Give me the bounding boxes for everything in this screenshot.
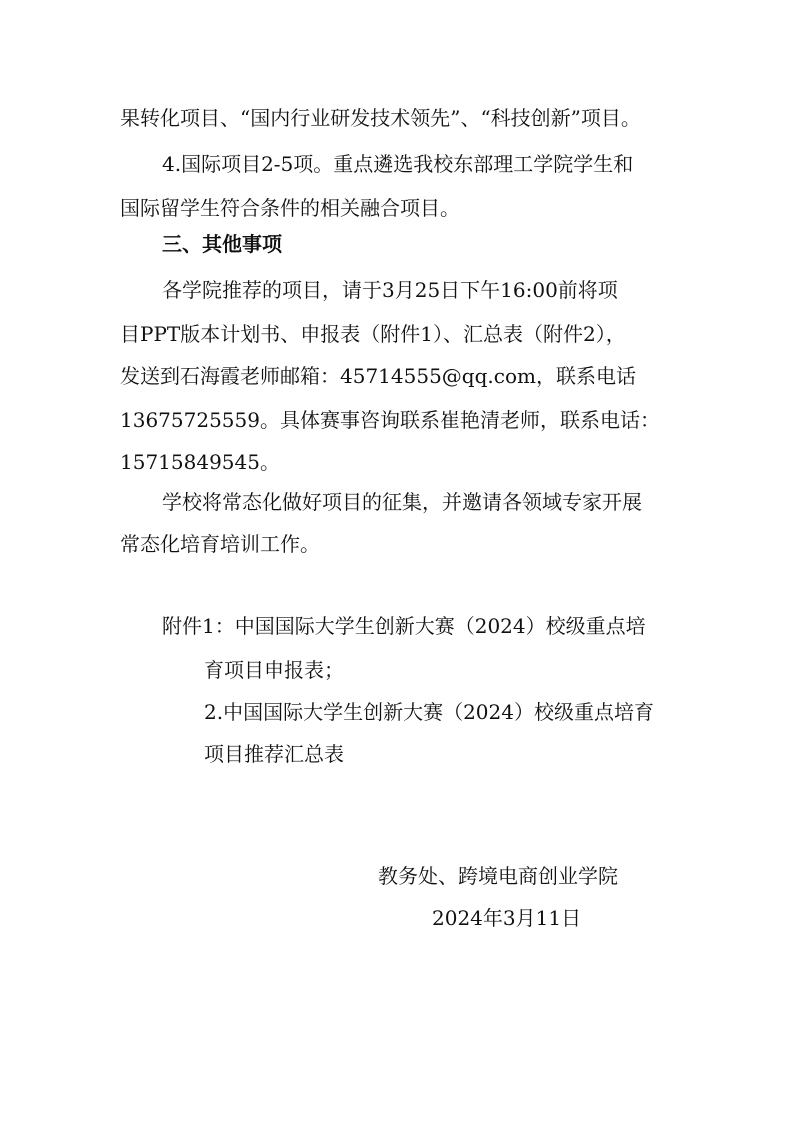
attachment-line-2-cont: 项目推荐汇总表 — [204, 742, 344, 766]
body-line-3: 国际留学生符合条件的相关融合项目。 — [120, 196, 460, 220]
body-line-6: 目PPT版本计划书、申报表（附件1）、汇总表（附件2）， — [120, 322, 626, 346]
body-line-11: 常态化培育培训工作。 — [120, 532, 320, 556]
attachment-line-2: 2.中国国际大学生创新大赛（2024）校级重点培育 — [204, 700, 654, 724]
body-line-2: 4.国际项目2-5项。重点遴选我校东部理工学院学生和 — [162, 152, 634, 176]
body-line-1: 果转化项目、“国内行业研发技术领先”、“科技创新”项目。 — [120, 106, 641, 130]
attachment-line-1: 附件1：中国国际大学生创新大赛（2024）校级重点培 — [162, 614, 646, 638]
body-line-contact-email: 发送到石海霞老师邮箱：45714555@qq.com，联系电话 — [120, 364, 636, 388]
body-line-contact-phone: 13675725559。具体赛事咨询联系崔艳清老师，联系电话： — [120, 408, 660, 432]
body-line-phone-2: 15715849545。 — [120, 450, 280, 474]
section-heading-other-matters: 三、其他事项 — [162, 232, 282, 256]
body-line-5: 各学院推荐的项目，请于3月25日下午16:00前将项 — [162, 278, 618, 302]
body-line-10: 学校将常态化做好项目的征集，并邀请各领域专家开展 — [162, 490, 642, 514]
attachment-line-1-cont: 育项目申报表； — [204, 658, 344, 682]
signature-date: 2024年3月11日 — [432, 906, 582, 930]
signature-organization: 教务处、跨境电商创业学院 — [378, 864, 618, 888]
